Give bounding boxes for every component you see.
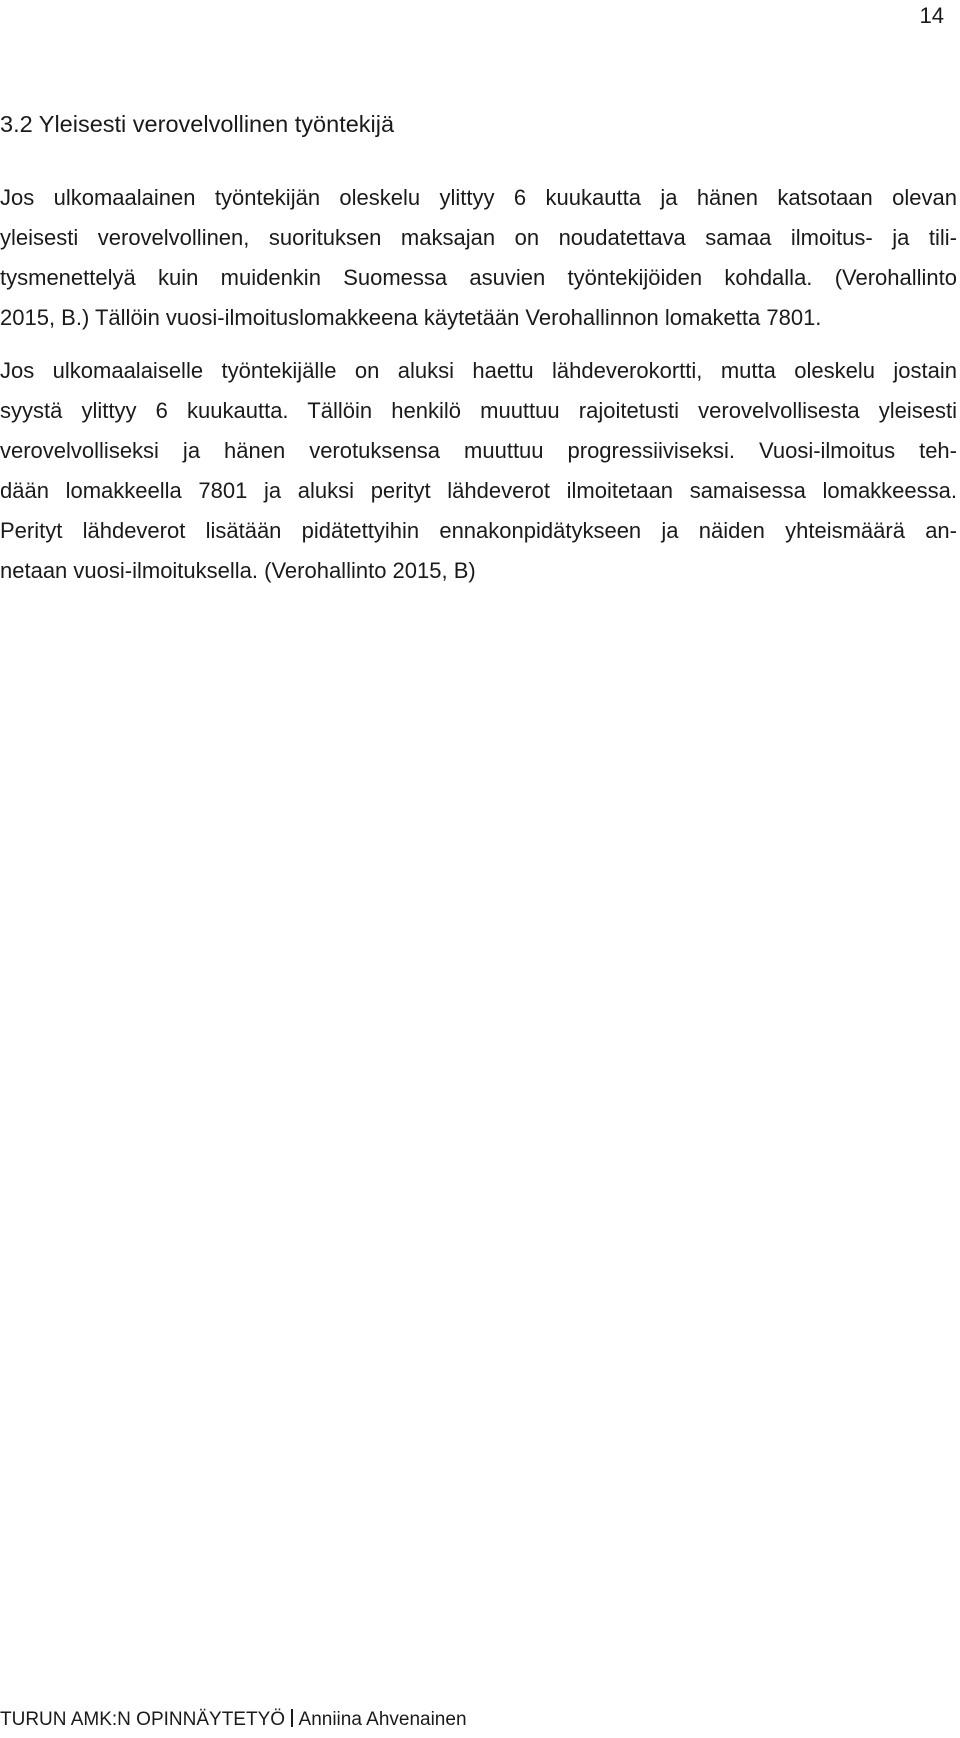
footer — [0, 1708, 467, 1732]
section-heading: 3.2 Yleisesti verovelvollinen työntekijä — [0, 111, 395, 137]
paragraph-line: Jos ulkomaalaiselle työntekijälle on aluksi haettu lähdeverokortti, mutta oleskelu jostain — [0, 358, 957, 383]
paragraph-line: dään lomakkeella 7801 ja aluksi perityt lähdeverot ilmoitetaan samaisessa lomakkeessa. — [0, 478, 957, 503]
paragraph-line: verovelvolliseksi ja hänen verotuksensa muuttuu progressiiviseksi. Vuosi-ilmoitus teh- — [0, 438, 957, 463]
paragraph-line: netaan vuosi-ilmoituksella. (Verohallinto 2015, B) — [0, 558, 476, 583]
paragraph-line: Jos ulkomaalainen työntekijän oleskelu ylittyy 6 kuukautta ja hänen katsotaan olevan — [0, 185, 957, 210]
paragraph-line: 2015, B.) Tällöin vuosi-ilmoituslomakkeena käytetään Verohallinnon lomaketta 7801. — [0, 305, 822, 330]
footer-institution: TURUN AMK:N OPINNÄYTETYÖ — [0, 1709, 286, 1730]
footer-author: Anniina Ahvenainen — [298, 1709, 467, 1730]
page-number: 14 — [919, 3, 944, 28]
paragraph-line: yleisesti verovelvollinen, suorituksen maksajan on noudatettava samaa ilmoitus- ja tili- — [0, 225, 957, 250]
paragraph-line: syystä ylittyy 6 kuukautta. Tällöin henkilö muuttuu rajoitetusti verovelvollisesta yleisesti — [0, 398, 957, 423]
paragraph-line: tysmenettelyä kuin muidenkin Suomessa asuvien työntekijöiden kohdalla. (Verohallinto — [0, 265, 957, 290]
paragraph-line: Perityt lähdeverot lisätään pidätettyihin ennakonpidätykseen ja näiden yhteismäärä an- — [0, 518, 957, 543]
footer-separator — [291, 1709, 293, 1727]
